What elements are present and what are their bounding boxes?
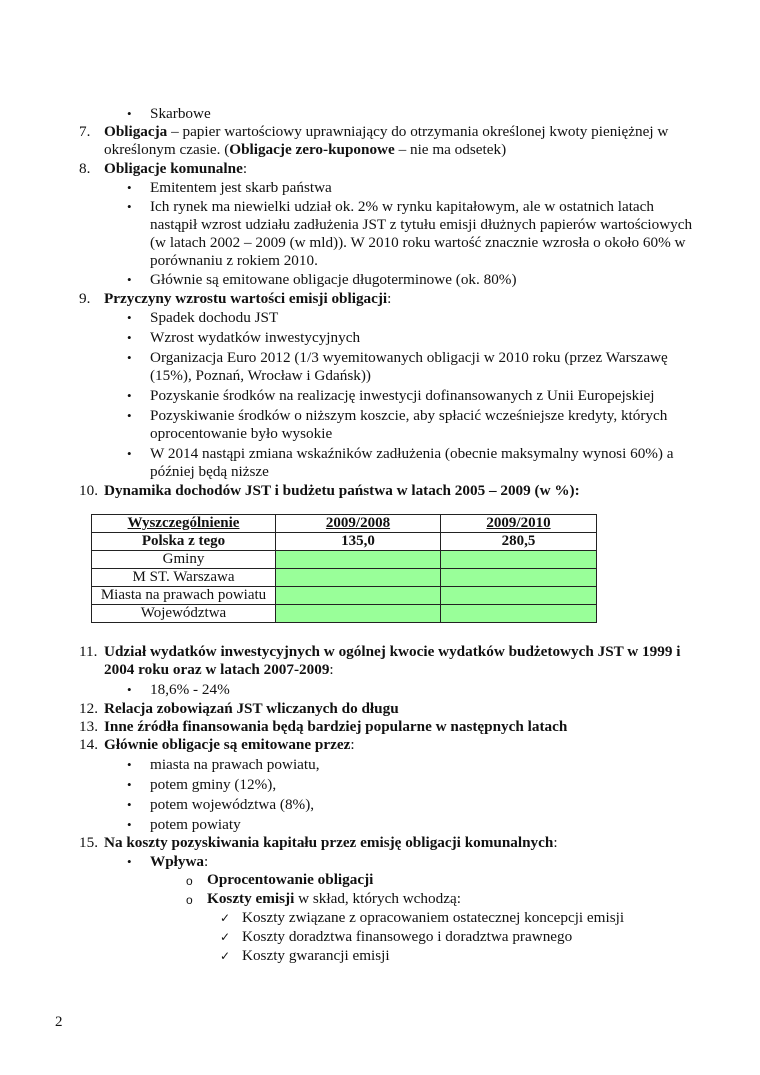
bullet-icon: • xyxy=(127,350,132,365)
section-heading xyxy=(104,290,391,308)
item-number: 14. xyxy=(79,736,98,753)
table-cell xyxy=(441,605,597,623)
list-item-line: W 2014 nastąpi zmiana wskaźników zadłużenia (obecnie maksymalny wynosi 60%) a xyxy=(150,445,674,462)
table-cell xyxy=(276,569,441,587)
row-label: Województwa xyxy=(92,605,276,623)
table-cell xyxy=(441,569,597,587)
bullet-icon: • xyxy=(127,446,132,461)
list-item: Głównie są emitowane obligacje długoterminowe (ok. 80%) xyxy=(150,271,517,288)
list-item: Wzrost wydatków inwestycyjnych xyxy=(150,329,361,346)
table-row xyxy=(92,587,597,605)
term: Koszty emisji xyxy=(207,890,295,907)
bullet-icon: • xyxy=(127,272,132,287)
list-item-line: porównaniu z rokiem 2010. xyxy=(150,252,318,269)
term: Obligacje zero-kuponowe xyxy=(229,141,395,158)
header-text: Wyszczególnienie xyxy=(127,515,240,531)
bullet-icon: • xyxy=(127,310,132,325)
colon: : xyxy=(553,834,558,851)
row-label: Miasta na prawach powiatu xyxy=(92,587,276,605)
checkmark-icon: ✓ xyxy=(220,949,231,963)
list-item-line: oprocentowanie było wysokie xyxy=(150,425,333,442)
term: Wpływa xyxy=(150,853,205,870)
table-header-cell xyxy=(92,515,276,533)
colon: : xyxy=(204,853,209,870)
section-heading-line: Udział wydatków inwestycyjnych w ogólnej kwocie wydatków budżetowych JST w 1999 i xyxy=(104,643,681,660)
section-heading: Inne źródła finansowania będą bardziej popularne w następnych latach xyxy=(104,718,568,735)
term: Obligacja xyxy=(104,123,168,140)
bullet-icon: • xyxy=(127,106,132,121)
section-heading: Dynamika dochodów JST i budżetu państwa w latach 2005 – 2009 (w %): xyxy=(104,482,580,499)
table-header-cell xyxy=(441,515,597,533)
list-item: potem powiaty xyxy=(150,816,241,833)
circle-bullet-icon: o xyxy=(186,874,193,888)
bullet-icon: • xyxy=(127,797,132,812)
bullet-icon: • xyxy=(127,777,132,792)
heading-text: Obligacje komunalne xyxy=(104,160,243,177)
checkmark-icon: ✓ xyxy=(220,930,231,944)
list-item: Emitentem jest skarb państwa xyxy=(150,179,332,196)
list-item xyxy=(150,853,208,871)
section-heading xyxy=(104,834,558,852)
table-cell xyxy=(276,551,441,569)
bullet-icon: • xyxy=(127,854,132,869)
page-number: 2 xyxy=(55,1014,63,1030)
colon: : xyxy=(329,661,334,678)
list-item: miasta na prawach powiatu, xyxy=(150,756,320,773)
row-label: Gminy xyxy=(92,551,276,569)
table-header-cell xyxy=(276,515,441,533)
section-heading-line xyxy=(104,661,334,679)
check-list-item: Koszty związane z opracowaniem ostatecznej koncepcji emisji xyxy=(242,909,625,926)
list-item-line: Ich rynek ma niewielki udział ok. 2% w rynku kapitałowym, ale w ostatnich latach xyxy=(150,198,654,215)
text: – papier wartościowy uprawniający do otrzymania określonej kwoty pieniężnej w xyxy=(167,123,669,140)
sub-list-item xyxy=(207,890,461,908)
list-item-line: nastąpił wzrost udziału zadłużenia JST z tytułu emisji dłużnych papierów wartościowych xyxy=(150,216,693,233)
section-heading xyxy=(104,736,355,754)
row-label: Polska z tego xyxy=(92,533,276,551)
colon: : xyxy=(242,160,248,177)
list-item: Pozyskanie środków na realizację inwestycji dofinansowanych z Unii Europejskiej xyxy=(150,387,655,404)
heading-text: Na koszty pozyskiwania kapitału przez emisję obligacji komunalnych xyxy=(104,834,554,851)
table-row xyxy=(92,569,597,587)
item-number: 9. xyxy=(79,290,91,307)
item-number: 11. xyxy=(79,643,98,660)
list-item: Spadek dochodu JST xyxy=(150,309,279,326)
section-heading xyxy=(104,160,247,178)
table-row xyxy=(92,605,597,623)
list-item: Skarbowe xyxy=(150,105,211,122)
table-row xyxy=(92,551,597,569)
row-label: M ST. Warszawa xyxy=(92,569,276,587)
list-item-line: później będą niższe xyxy=(150,463,269,480)
colon: : xyxy=(387,290,392,307)
table-cell: 280,5 xyxy=(441,533,597,551)
section-heading: Relacja zobowiązań JST wliczanych do długu xyxy=(104,700,399,717)
list-item-line: (15%), Poznań, Wrocław i Gdańsk)) xyxy=(150,367,371,384)
item-number: 12. xyxy=(79,700,98,717)
list-item-line: (w latach 2002 – 2009 (w mld)). W 2010 roku wartość znacznie wzrosła o około 60% w xyxy=(150,234,686,251)
text: określonym czasie. ( xyxy=(104,141,230,158)
table-header-row xyxy=(92,515,597,533)
item-number: 7. xyxy=(79,123,91,140)
list-item: potem gminy (12%), xyxy=(150,776,277,793)
list-item-line: Pozyskiwanie środków o niższym koszcie, aby spłacić wcześniejsze kredyty, których xyxy=(150,407,668,424)
header-text: 2009/2010 xyxy=(486,515,551,531)
bullet-icon: • xyxy=(127,199,132,214)
table-cell xyxy=(441,551,597,569)
bullet-icon: • xyxy=(127,388,132,403)
item-number: 10. xyxy=(79,482,98,499)
bullet-icon: • xyxy=(127,408,132,423)
item7-line2 xyxy=(104,141,506,159)
list-item: 18,6% - 24% xyxy=(150,681,230,698)
heading-text: Przyczyny wzrostu wartości emisji obligacji xyxy=(104,290,388,307)
list-item-line: Organizacja Euro 2012 (1/3 wyemitowanych obligacji w 2010 roku (przez Warszawę xyxy=(150,349,668,366)
text: – nie ma odsetek) xyxy=(394,141,507,158)
table-row xyxy=(92,533,597,551)
bullet-icon: • xyxy=(127,330,132,345)
bullet-icon: • xyxy=(127,757,132,772)
item-number: 8. xyxy=(79,160,91,177)
sub-list-item: Oprocentowanie obligacji xyxy=(207,871,374,888)
text: w skład, których wchodzą: xyxy=(294,890,461,907)
item-number: 15. xyxy=(79,834,98,851)
table-cell xyxy=(441,587,597,605)
table-cell xyxy=(276,587,441,605)
item7-line1 xyxy=(104,123,668,141)
check-list-item: Koszty gwarancji emisji xyxy=(242,947,390,964)
heading-text: 2004 roku oraz w latach 2007-2009 xyxy=(104,661,330,678)
circle-bullet-icon: o xyxy=(186,893,193,907)
checkmark-icon: ✓ xyxy=(220,911,231,925)
list-item: potem województwa (8%), xyxy=(150,796,315,813)
table-cell xyxy=(276,605,441,623)
bullet-icon: • xyxy=(127,817,132,832)
dynamics-table xyxy=(91,514,597,623)
check-list-item: Koszty doradztwa finansowego i doradztwa prawnego xyxy=(242,928,573,945)
bullet-icon: • xyxy=(127,180,132,195)
colon: : xyxy=(350,736,355,753)
heading-text: Głównie obligacje są emitowane przez xyxy=(104,736,351,753)
item-number: 13. xyxy=(79,718,98,735)
header-text: 2009/2008 xyxy=(325,515,391,531)
table-cell: 135,0 xyxy=(276,533,441,551)
bullet-icon: • xyxy=(127,682,132,697)
